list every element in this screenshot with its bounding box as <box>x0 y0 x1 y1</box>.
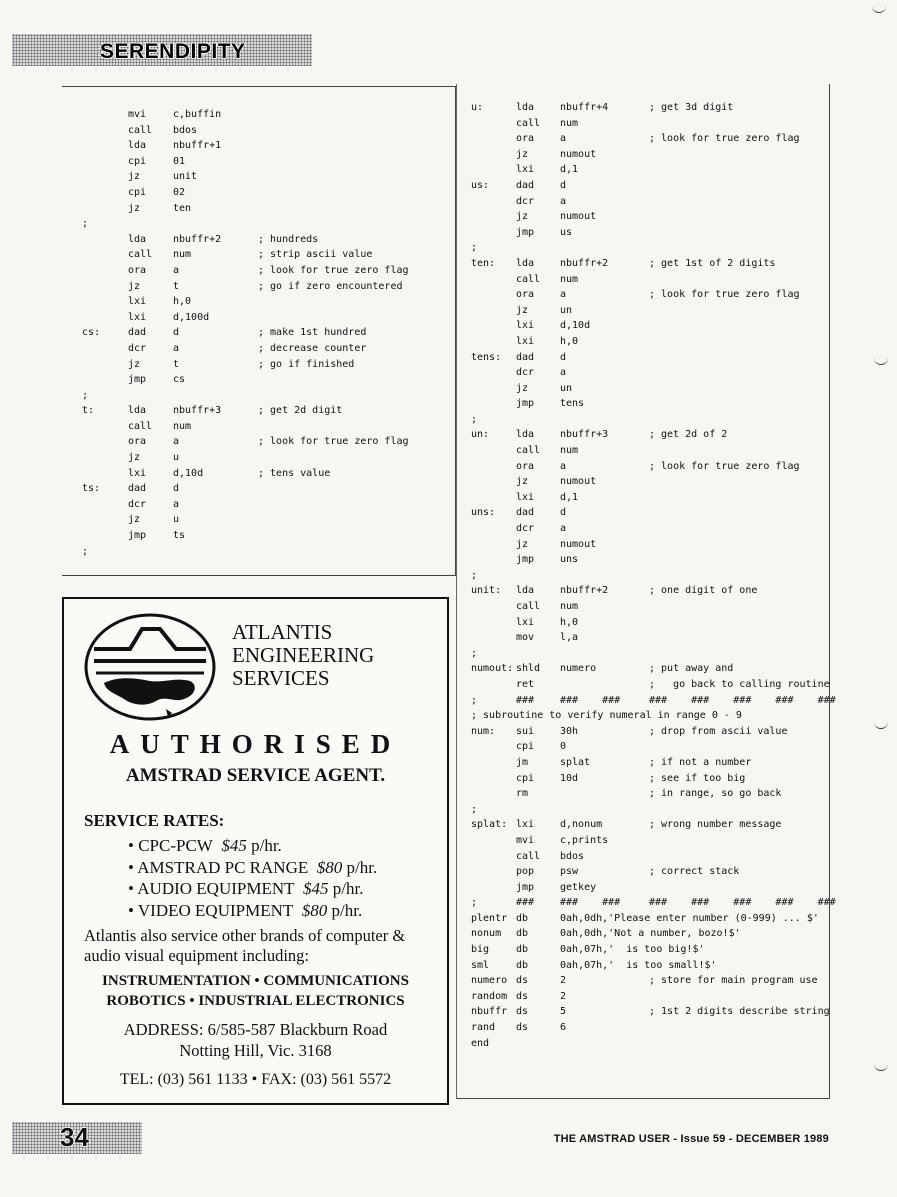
atlantis-advertisement <box>62 597 449 1105</box>
code-label: ; <box>82 389 89 401</box>
code-operand: us <box>560 226 573 238</box>
page-edge-mark <box>874 720 888 729</box>
code-opcode: lxi <box>516 616 535 628</box>
code-operand: a <box>560 133 567 145</box>
code-opcode: call <box>516 850 541 862</box>
code-operand: bdos <box>173 124 198 136</box>
code-opcode: jz <box>516 476 529 488</box>
code-opcode: jmp <box>516 554 535 566</box>
code-operand: d <box>560 351 567 363</box>
code-opcode: lda <box>516 585 535 597</box>
code-comment: ; get 2d digit <box>258 405 343 417</box>
code-opcode: jmp <box>516 226 535 238</box>
code-operand: d,1 <box>560 164 579 176</box>
categories-line2: ROBOTICS • INDUSTRIAL ELECTRONICS <box>106 993 405 1009</box>
code-operand: l,a <box>560 632 579 644</box>
code-operand: 0ah,07h,' is too small!$' <box>560 959 717 971</box>
code-opcode: ds <box>516 1006 529 1018</box>
code-comment: ; one digit of one <box>649 585 758 597</box>
address-line1: ADDRESS: 6/585-587 Blackburn Road <box>123 1020 388 1039</box>
code-comment: ; get 3d digit <box>649 102 734 113</box>
code-label: ; <box>471 803 478 815</box>
code-operand: 5 <box>560 1006 567 1018</box>
code-operand: d,nonum <box>560 819 603 831</box>
code-opcode: pop <box>516 866 535 878</box>
code-operand: bdos <box>560 850 585 862</box>
code-opcode: mov <box>516 632 535 644</box>
code-opcode: cpi <box>516 772 535 784</box>
page-edge-mark <box>872 4 886 13</box>
left-code-panel <box>62 86 456 576</box>
code-operand: 2 <box>560 975 567 987</box>
code-opcode: dcr <box>516 367 535 379</box>
code-opcode: dcr <box>128 498 147 510</box>
code-opcode: call <box>128 124 153 136</box>
code-label: ; <box>82 218 89 230</box>
code-operand: psw <box>560 866 579 878</box>
rate-price: $80 <box>301 900 328 920</box>
code-label: ; <box>82 545 89 557</box>
code-operand: num <box>560 445 579 457</box>
code-operand: 10d <box>560 772 579 784</box>
code-opcode: call <box>516 117 541 129</box>
code-comment: ### ### ### ### ### <box>649 694 836 706</box>
code-operand: a <box>560 367 567 379</box>
code-operand: 0 <box>560 741 567 753</box>
code-comment: ; look for true zero flag <box>258 436 409 448</box>
code-opcode: dad <box>128 483 147 495</box>
code-comment: ; strip ascii value <box>258 249 373 261</box>
rate-price: $80 <box>316 857 343 877</box>
code-operand: num <box>173 420 192 432</box>
code-operand: 02 <box>173 186 186 198</box>
code-opcode: lda <box>128 233 147 245</box>
code-operand: t <box>173 358 180 370</box>
code-operand: u <box>173 452 180 464</box>
code-operand: num <box>560 117 579 129</box>
code-opcode: cpi <box>128 155 147 167</box>
code-label: ; <box>471 242 478 254</box>
code-label: nonum <box>471 928 502 940</box>
code-operand: d,10d <box>173 467 204 479</box>
code-opcode: db <box>516 912 529 924</box>
code-opcode: lxi <box>128 311 147 323</box>
rate-price: $45 <box>303 879 329 898</box>
code-operand: numout <box>560 538 597 550</box>
code-operand: t <box>173 280 180 292</box>
code-comment: ; if not a number <box>649 756 752 768</box>
code-opcode: dcr <box>516 195 535 207</box>
code-opcode: jz <box>516 382 529 394</box>
code-label: ; <box>471 897 478 909</box>
code-operand: num <box>173 249 192 261</box>
code-opcode: mvi <box>516 834 535 846</box>
code-operand: d <box>560 179 567 191</box>
code-label: tens: <box>471 351 502 363</box>
code-operand: nbuffr+3 <box>560 429 609 441</box>
code-operand: nbuffr+2 <box>173 233 222 245</box>
code-label: numout: <box>471 663 514 675</box>
code-operand: 0ah,07h,' is too big!$' <box>560 944 705 956</box>
code-opcode: db <box>516 928 529 940</box>
code-opcode: dad <box>516 179 535 191</box>
code-operand: ### ### <box>560 694 621 706</box>
code-opcode: jz <box>128 202 141 214</box>
code-opcode: call <box>516 273 541 285</box>
code-operand: numout <box>560 148 597 160</box>
code-comment: ; hundreds <box>258 233 319 245</box>
service-rates-title: SERVICE RATES: <box>84 811 225 830</box>
rate-price: $45 <box>221 836 247 855</box>
code-opcode: dad <box>516 351 535 363</box>
rate-item: • AMSTRAD PC RANGE $80 p/hr. <box>128 857 378 877</box>
code-opcode: ds <box>516 975 529 987</box>
code-comment: ; look for true zero flag <box>649 133 800 145</box>
code-operand: splat <box>560 756 591 768</box>
code-operand: unit <box>173 171 198 183</box>
code-comment: ; put away and <box>649 663 734 675</box>
code-label: ; <box>471 647 478 659</box>
page-number: 34 <box>60 1122 89 1152</box>
categories-line1: INSTRUMENTATION • COMMUNICATIONS <box>102 973 409 989</box>
code-label: unit: <box>471 585 502 597</box>
code-label: us: <box>471 179 490 191</box>
code-label: splat: <box>471 819 508 831</box>
code-comment: ; decrease counter <box>258 342 367 354</box>
rate-item: • CPC-PCW $45 p/hr. <box>128 836 282 855</box>
code-comment: ; make 1st hundred <box>258 327 367 339</box>
code-opcode: jz <box>128 514 141 526</box>
code-operand: tens <box>560 398 585 410</box>
code-opcode: lxi <box>516 320 535 332</box>
code-opcode: ds <box>516 990 529 1002</box>
code-opcode: sui <box>516 725 535 737</box>
rate-unit: p/hr. <box>332 879 364 898</box>
code-operand: d <box>173 483 180 495</box>
code-comment: ; look for true zero flag <box>649 460 800 472</box>
code-opcode: jm <box>516 756 529 768</box>
code-label: ; <box>471 413 478 425</box>
code-comment: ; go if zero encountered <box>258 280 403 292</box>
code-operand: un <box>560 304 573 316</box>
page-edge-mark <box>874 1062 888 1071</box>
code-label: ; <box>471 569 478 581</box>
code-opcode: ora <box>128 264 147 276</box>
code-comment: ; look for true zero flag <box>649 289 800 301</box>
rate-unit: p/hr. <box>251 836 282 855</box>
code-opcode: jmp <box>128 374 147 386</box>
code-opcode: dad <box>516 507 535 519</box>
code-operand: a <box>560 460 567 472</box>
code-comment: ; tens value <box>258 467 331 479</box>
code-operand: a <box>560 289 567 301</box>
code-comment: ; wrong number message <box>649 819 782 831</box>
code-operand: cs <box>173 374 186 386</box>
code-label: cs: <box>82 327 101 339</box>
code-comment: ; get 2d of 2 <box>649 429 728 441</box>
code-label: random <box>471 990 508 1002</box>
code-operand: h,0 <box>173 296 192 308</box>
code-label: ts: <box>82 483 101 495</box>
code-operand: d,100d <box>173 311 210 323</box>
code-comment: ; 1st 2 digits describe string <box>649 1006 830 1018</box>
code-opcode: ora <box>516 460 535 472</box>
code-operand: nbuffr+4 <box>560 102 609 113</box>
code-operand: a <box>560 195 567 207</box>
rate-name: VIDEO EQUIPMENT <box>137 900 294 920</box>
code-opcode: lxi <box>516 819 535 831</box>
service-rates-list <box>128 835 377 921</box>
code-label: sml <box>471 959 490 971</box>
code-opcode: jz <box>516 304 529 316</box>
code-operand: numero <box>560 663 597 675</box>
code-operand: a <box>173 342 180 354</box>
rate-unit: p/hr. <box>346 857 378 877</box>
code-opcode: lxi <box>516 335 535 347</box>
code-opcode: jz <box>128 171 141 183</box>
code-comment: ; go back to calling routine <box>649 678 830 690</box>
contact-numbers: TEL: (03) 561 1133 • FAX: (03) 561 5572 <box>119 1071 392 1088</box>
code-opcode: jmp <box>128 530 147 542</box>
rate-unit: p/hr. <box>331 900 363 920</box>
code-operand: ten <box>173 202 192 214</box>
code-operand: a <box>173 436 180 448</box>
code-operand: 0ah,0dh,'Please enter number (0-999) ... $' <box>560 912 819 924</box>
code-opcode: dad <box>128 327 147 339</box>
code-operand: a <box>173 498 180 510</box>
code-label: num: <box>471 725 496 737</box>
code-opcode: dcr <box>516 523 535 535</box>
code-label: big <box>471 944 490 956</box>
code-operand: ### ### <box>560 897 621 909</box>
page-edge-mark <box>874 356 888 365</box>
code-label: numero <box>471 975 508 987</box>
code-operand: 6 <box>560 1022 567 1034</box>
code-label: ; subroutine to verify numeral in range 0 - 9 <box>471 710 742 722</box>
code-operand: h,0 <box>560 335 579 347</box>
code-label: plentr <box>471 912 508 924</box>
code-opcode: jz <box>128 358 141 370</box>
code-operand: getkey <box>560 881 597 893</box>
right-code-panel <box>456 84 836 1099</box>
code-opcode: lda <box>516 429 535 441</box>
code-opcode: jz <box>128 452 141 464</box>
code-operand: nbuffr+3 <box>173 405 222 417</box>
rate-name: AUDIO EQUIPMENT <box>137 879 295 898</box>
code-operand: 0ah,0dh,'Not a number, bozo!$' <box>560 928 741 940</box>
code-operand: h,0 <box>560 616 579 628</box>
other-brands-text: Atlantis also service other brands of computer & audio visual equipment including: <box>84 926 406 965</box>
code-opcode: lxi <box>516 164 535 176</box>
code-label: u: <box>471 102 484 113</box>
code-operand: nbuffr+1 <box>173 140 222 152</box>
code-operand: d <box>560 507 567 519</box>
code-operand: num <box>560 273 579 285</box>
code-operand: nbuffr+2 <box>560 257 609 269</box>
code-label: t: <box>82 405 95 417</box>
code-label: end <box>471 1037 490 1049</box>
code-comment: ; get 1st of 2 digits <box>649 257 776 269</box>
code-label: un: <box>471 429 490 441</box>
code-opcode: call <box>128 249 153 261</box>
code-comment: ; go if finished <box>258 358 355 370</box>
code-operand: a <box>173 264 180 276</box>
service-agent-heading: AMSTRAD SERVICE AGENT. <box>125 765 386 786</box>
code-opcode: ### <box>516 897 535 909</box>
code-opcode: rm <box>516 788 529 800</box>
code-operand: num <box>560 601 579 612</box>
code-label: ten: <box>471 257 496 269</box>
code-operand: c,prints <box>560 834 609 846</box>
code-opcode: cpi <box>128 186 147 198</box>
code-opcode: lda <box>516 257 535 269</box>
code-label: ; <box>471 694 478 706</box>
code-comment: ; correct stack <box>649 866 740 878</box>
code-opcode: jz <box>516 211 529 223</box>
code-operand: a <box>560 523 567 535</box>
code-comment: ### ### ### ### ### <box>649 897 836 909</box>
issue-footer: THE AMSTRAD USER - Issue 59 - DECEMBER 1989 <box>553 1133 829 1145</box>
company-name-line2: ENGINEERING <box>232 643 375 667</box>
code-operand: u <box>173 514 180 526</box>
code-opcode: call <box>128 420 153 432</box>
code-opcode: ret <box>516 678 535 690</box>
code-opcode: lxi <box>128 467 147 479</box>
code-opcode: dcr <box>128 342 147 354</box>
code-label: nbuffr <box>471 1006 508 1018</box>
code-operand: un <box>560 382 573 394</box>
code-opcode: lxi <box>516 491 535 503</box>
code-opcode: db <box>516 944 529 956</box>
code-opcode: cpi <box>516 741 535 753</box>
company-name-line3: SERVICES <box>232 666 330 690</box>
code-opcode: ### <box>516 694 535 706</box>
code-opcode: call <box>516 445 541 457</box>
rate-name: AMSTRAD PC RANGE <box>137 857 309 877</box>
code-opcode: jz <box>516 148 529 160</box>
code-operand: d <box>173 327 180 339</box>
code-operand: numout <box>560 211 597 223</box>
code-opcode: jmp <box>516 398 535 410</box>
code-label: rand <box>471 1022 496 1034</box>
code-opcode: mvi <box>128 109 147 120</box>
code-operand: d,10d <box>560 320 591 332</box>
code-opcode: ora <box>128 436 147 448</box>
code-operand: d,1 <box>560 491 579 503</box>
code-comment: ; look for true zero flag <box>258 264 409 276</box>
code-operand: numout <box>560 476 597 488</box>
code-operand: 30h <box>560 725 579 737</box>
code-opcode: lxi <box>128 296 147 308</box>
code-opcode: ora <box>516 289 535 301</box>
code-opcode: shld <box>516 663 541 675</box>
code-comment: ; in range, so go back <box>649 788 782 800</box>
code-label: uns: <box>471 507 496 519</box>
code-comment: ; drop from ascii value <box>649 725 788 737</box>
code-opcode: ds <box>516 1022 529 1034</box>
rate-item: • AUDIO EQUIPMENT $45 p/hr. <box>128 879 364 898</box>
code-opcode: jz <box>516 538 529 550</box>
code-opcode: lda <box>128 405 147 417</box>
authorised-heading: AUTHORISED <box>109 729 402 759</box>
code-opcode: ora <box>516 133 535 145</box>
service-categories <box>64 971 447 1011</box>
code-operand: 2 <box>560 990 567 1002</box>
code-opcode: jz <box>128 280 141 292</box>
code-operand: ts <box>173 530 186 542</box>
code-operand: c,buffin <box>173 109 222 120</box>
code-comment: ; store for main program use <box>649 975 818 987</box>
code-opcode: lda <box>516 102 535 113</box>
code-opcode: lda <box>128 140 147 152</box>
code-opcode: call <box>516 601 541 612</box>
code-opcode: db <box>516 959 529 971</box>
section-title: SERENDIPITY <box>100 40 246 63</box>
rate-item: • VIDEO EQUIPMENT $80 p/hr. <box>128 900 363 920</box>
rate-name: CPC-PCW <box>138 836 213 855</box>
code-comment: ; see if too big <box>649 772 746 784</box>
code-opcode: jmp <box>516 881 535 893</box>
address-line2: Notting Hill, Vic. 3168 <box>179 1041 332 1060</box>
atlantis-logo <box>80 609 220 729</box>
company-name-line1: ATLANTIS <box>232 620 333 644</box>
code-operand: nbuffr+2 <box>560 585 609 597</box>
code-operand: 01 <box>173 155 186 167</box>
address <box>64 1019 447 1061</box>
code-operand: uns <box>560 554 579 566</box>
